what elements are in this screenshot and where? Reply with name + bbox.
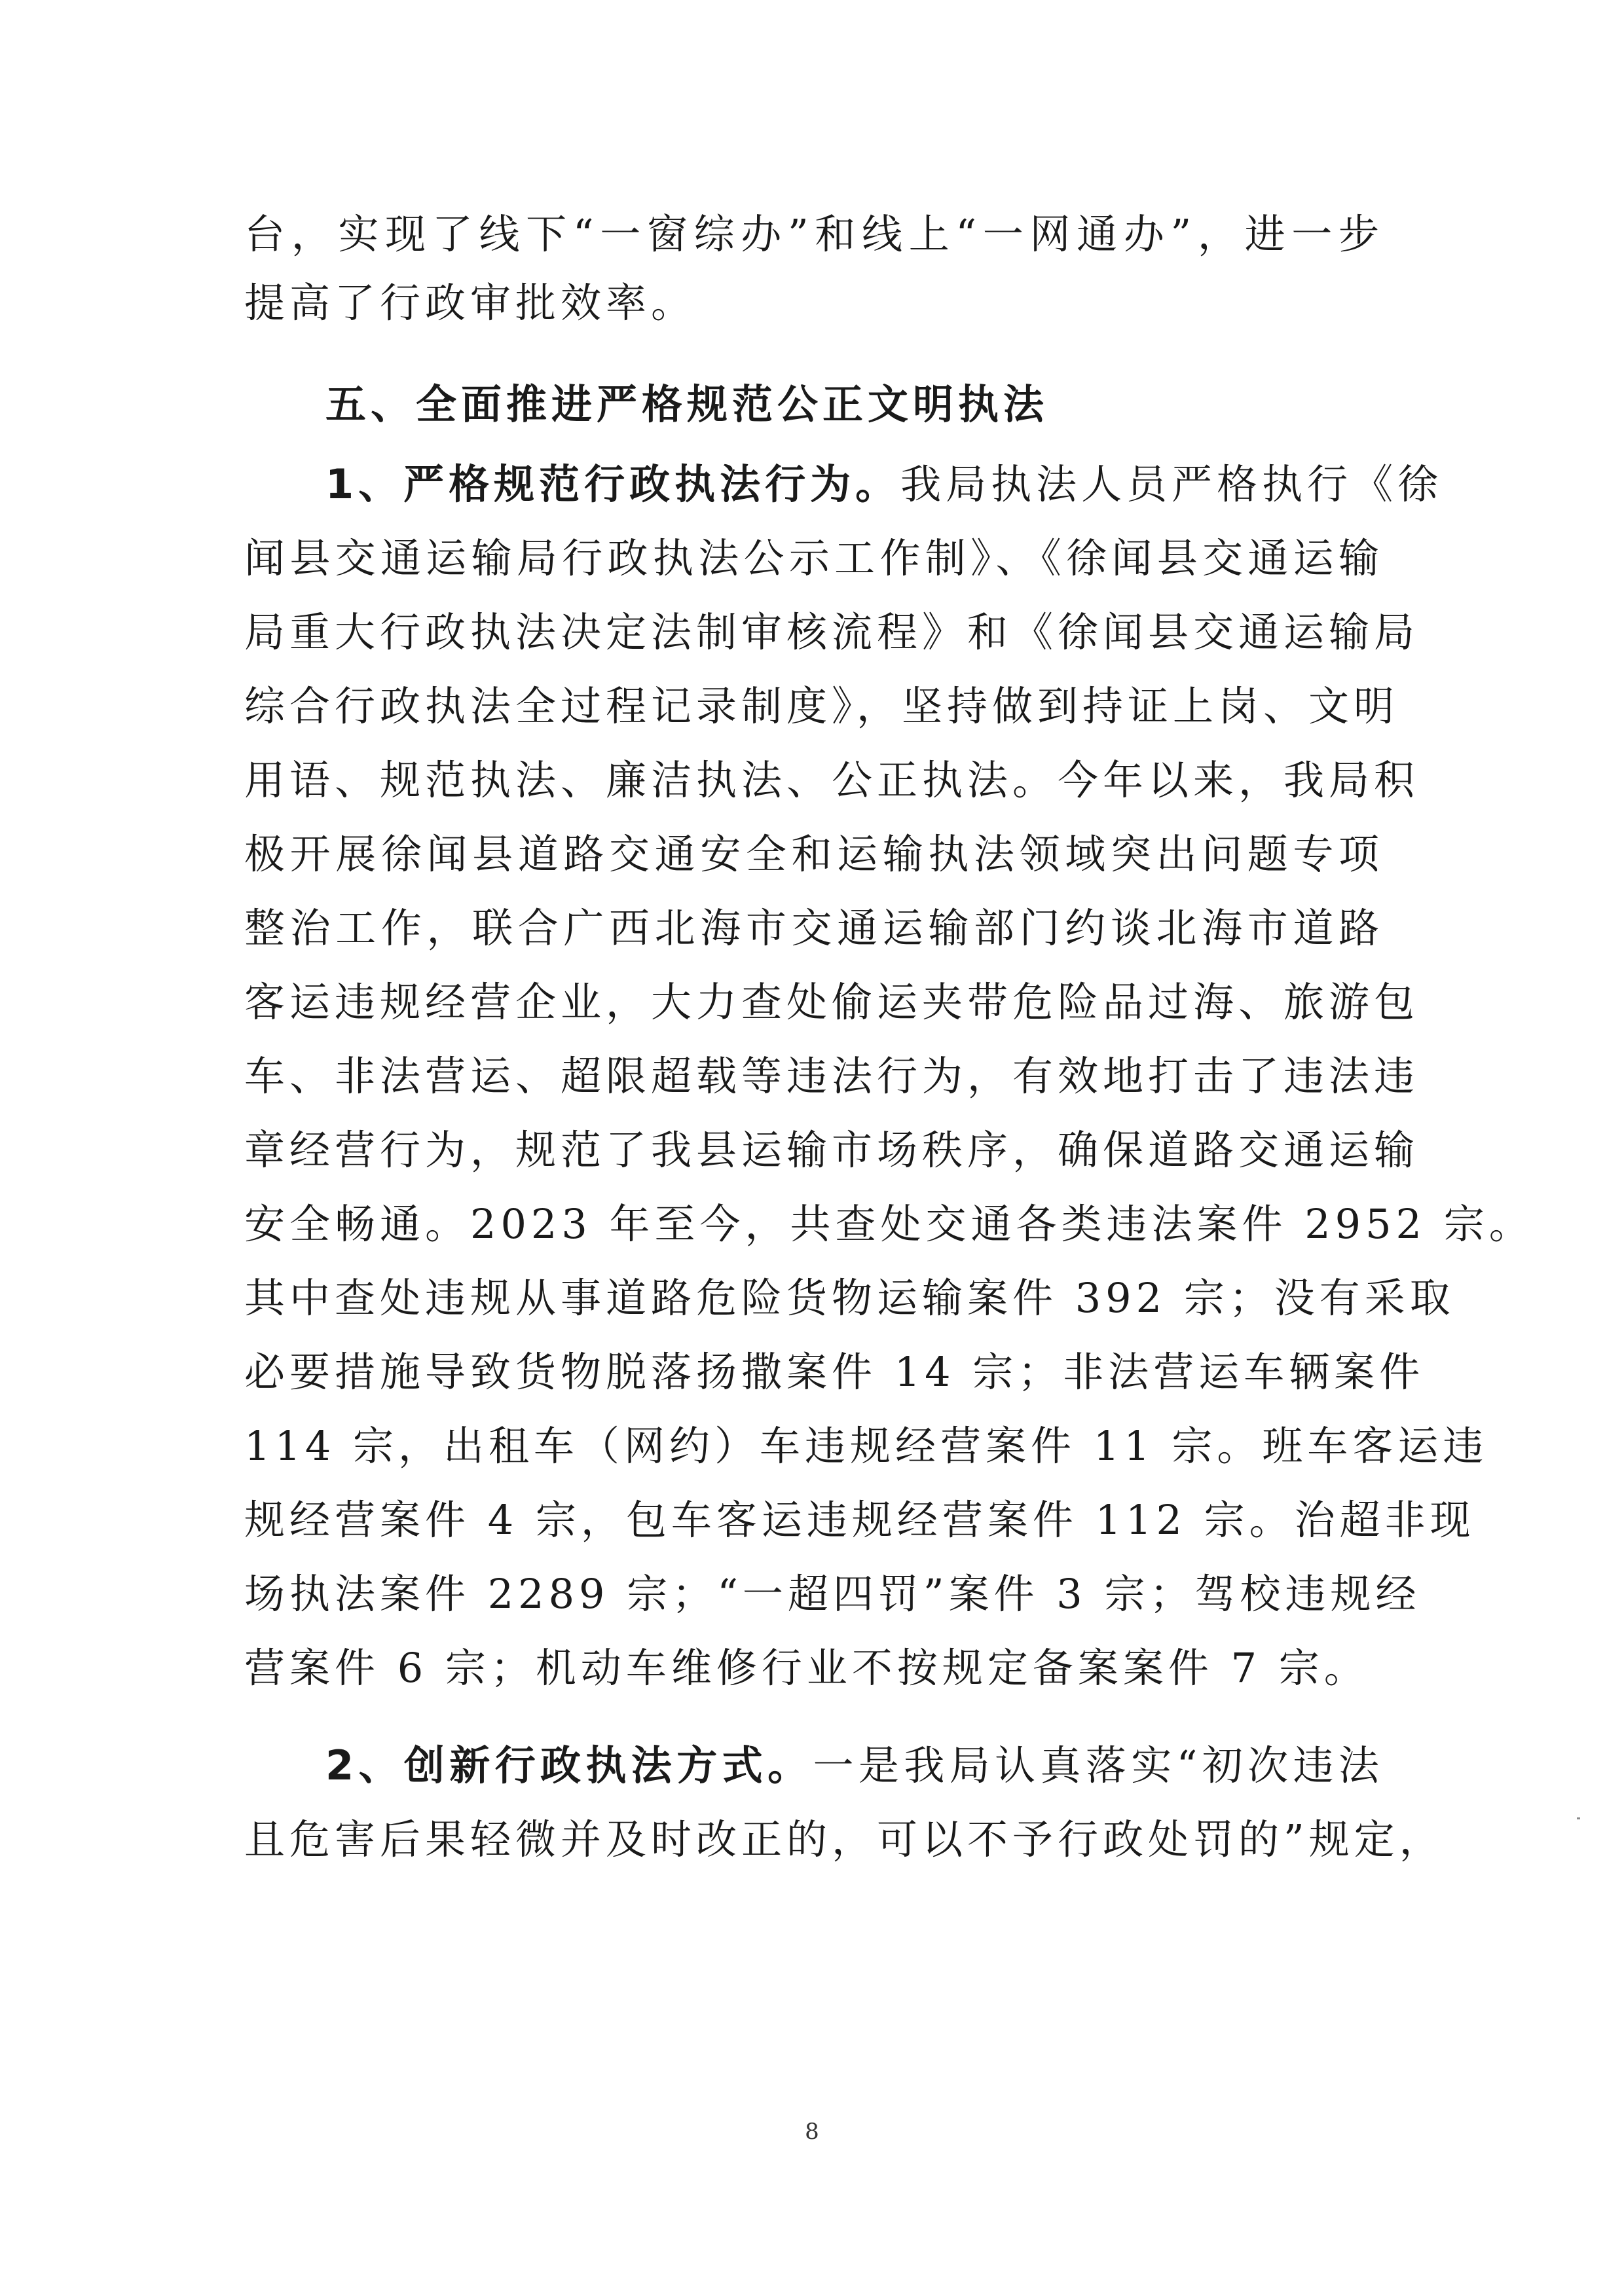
paragraph-line: 规经营案件 4 宗，包车客运违规经营案件 112 宗。治超非现 xyxy=(244,1496,1475,1544)
paragraph-line: 闻县交通运输局行政执法公示工作制》、《徐闻县交通运输 xyxy=(244,534,1384,582)
paragraph-line: 车、非法营运、超限超载等违法行为，有效地打击了违法违 xyxy=(244,1052,1420,1100)
paragraph-line: 且危害后果轻微并及时改正的，可以不予行政处罚的”规定， xyxy=(244,1815,1445,1863)
item-title: 2、创新行政执法方式。 xyxy=(325,1741,813,1789)
paragraph-line: 安全畅通。2023 年至今，共查处交通各类违法案件 2952 宗。 xyxy=(244,1200,1534,1248)
item-text: 一是我局认真落实“初次违法 xyxy=(813,1741,1384,1789)
paragraph-line: 台，实现了线下“一窗综办”和线上“一网通办”，进一步 xyxy=(244,210,1384,258)
paragraph-line: 综合行政执法全过程记录制度》，坚持做到持证上岗、文明 xyxy=(244,682,1399,730)
page-number: 8 xyxy=(805,2119,819,2145)
paragraph-line: 整治工作，联合广西北海市交通运输部门约谈北海市道路 xyxy=(244,904,1384,952)
paragraph-line: 章经营行为，规范了我县运输市场秩序，确保道路交通运输 xyxy=(244,1126,1420,1174)
item-first-line xyxy=(325,455,1443,514)
paragraph-line: 场执法案件 2289 宗；“一超四罚”案件 3 宗；驾校违规经 xyxy=(244,1570,1421,1618)
paragraph-line: 提高了行政审批效率。 xyxy=(244,279,697,327)
paragraph-line: 114 宗，出租车（网约）车违规经营案件 11 宗。班车客运违 xyxy=(244,1422,1488,1470)
paragraph-line: 局重大行政执法决定法制审核流程》和《徐闻县交通运输局 xyxy=(244,608,1420,656)
scan-mark xyxy=(1577,1817,1580,1819)
paragraph-line: 必要措施导致货物脱落扬撒案件 14 宗；非法营运车辆案件 xyxy=(244,1348,1425,1396)
item-text: 我局执法人员严格执行《徐 xyxy=(900,460,1443,508)
paragraph-line: 用语、规范执法、廉洁执法、公正执法。今年以来，我局积 xyxy=(244,756,1420,804)
item-first-line xyxy=(325,1736,1384,1795)
paragraph-line: 其中查处违规从事道路危险货物运输案件 392 宗；没有采取 xyxy=(244,1274,1455,1322)
section-heading: 五、全面推进严格规范公正文明执法 xyxy=(325,380,1049,428)
paragraph-line: 营案件 6 宗；机动车维修行业不按规定备案案件 7 宗。 xyxy=(244,1644,1369,1692)
paragraph-line: 客运违规经营企业，大力查处偷运夹带危险品过海、旅游包 xyxy=(244,978,1420,1026)
paragraph-line: 极开展徐闻县道路交通安全和运输执法领域突出问题专项 xyxy=(244,830,1384,878)
item-title: 1、严格规范行政执法行为。 xyxy=(325,460,901,508)
